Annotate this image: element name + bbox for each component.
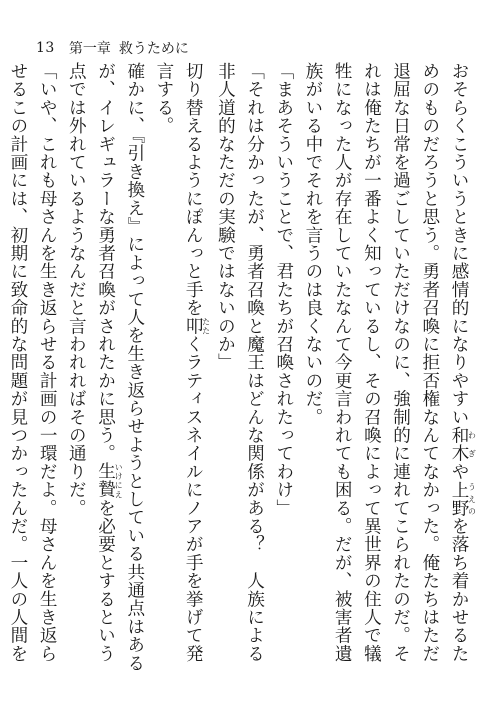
ruby-annotation: 叩たた bbox=[183, 316, 211, 336]
running-header bbox=[36, 38, 189, 58]
page-number: 13 bbox=[36, 40, 55, 56]
paragraph: 「いや、これも母さんを生き返らせる計画の一環だよ。母さんを生き返らせるこの計画には、初期に致命的な問題が見つかったんだ。一人の人間を bbox=[7, 62, 58, 663]
paragraph: 切り替えるようにぽんっと手を叩たたくラティスネイルにノアが手を挙げて発言する。 bbox=[153, 62, 211, 663]
chapter-label: 第一章 bbox=[68, 41, 111, 57]
chapter-title: 救うために bbox=[118, 41, 189, 57]
ruby-annotation: 和木わぎ bbox=[449, 426, 477, 463]
ruby-annotation: 上野うえの bbox=[449, 480, 477, 518]
paragraph: 「まあそういうことで、君たちが召喚されたってわけ」 bbox=[273, 62, 294, 517]
paragraph: 確かに、『引き換え』によって人を生き返らせようとしている共通点はあるが、イレギュラーな勇者召喚がされたかに思う。生贄いけにえを必要とするという点では外れているようなんだと言われればその通りだ。 bbox=[66, 62, 145, 672]
ruby-annotation: 生贄いけにえ bbox=[95, 462, 124, 499]
paragraph: 「それは分かったが、勇者召喚と魔王はどんな関係がある？ 人族による非人道的なただの実験ではないのか」 bbox=[215, 62, 265, 663]
body-text bbox=[7, 62, 477, 677]
paragraph: おそらくこういうときに感情的になりやすい和木わぎや上野うえのを落ち着かせるためのものだろうと思う。勇者召喚に拒否権なんてなかった。俺たちはただ退屈な日常を過ごしていただけなのに、強制的に連れてこられたのだ。それは俺たちが一番よく知っているし、その召喚によって異世界の住人で犠牲になった人が存在していたなんて今更言われても困る。だが、被害者遺族がいる中でそれを言うのは良くないのだ。 bbox=[302, 62, 477, 663]
